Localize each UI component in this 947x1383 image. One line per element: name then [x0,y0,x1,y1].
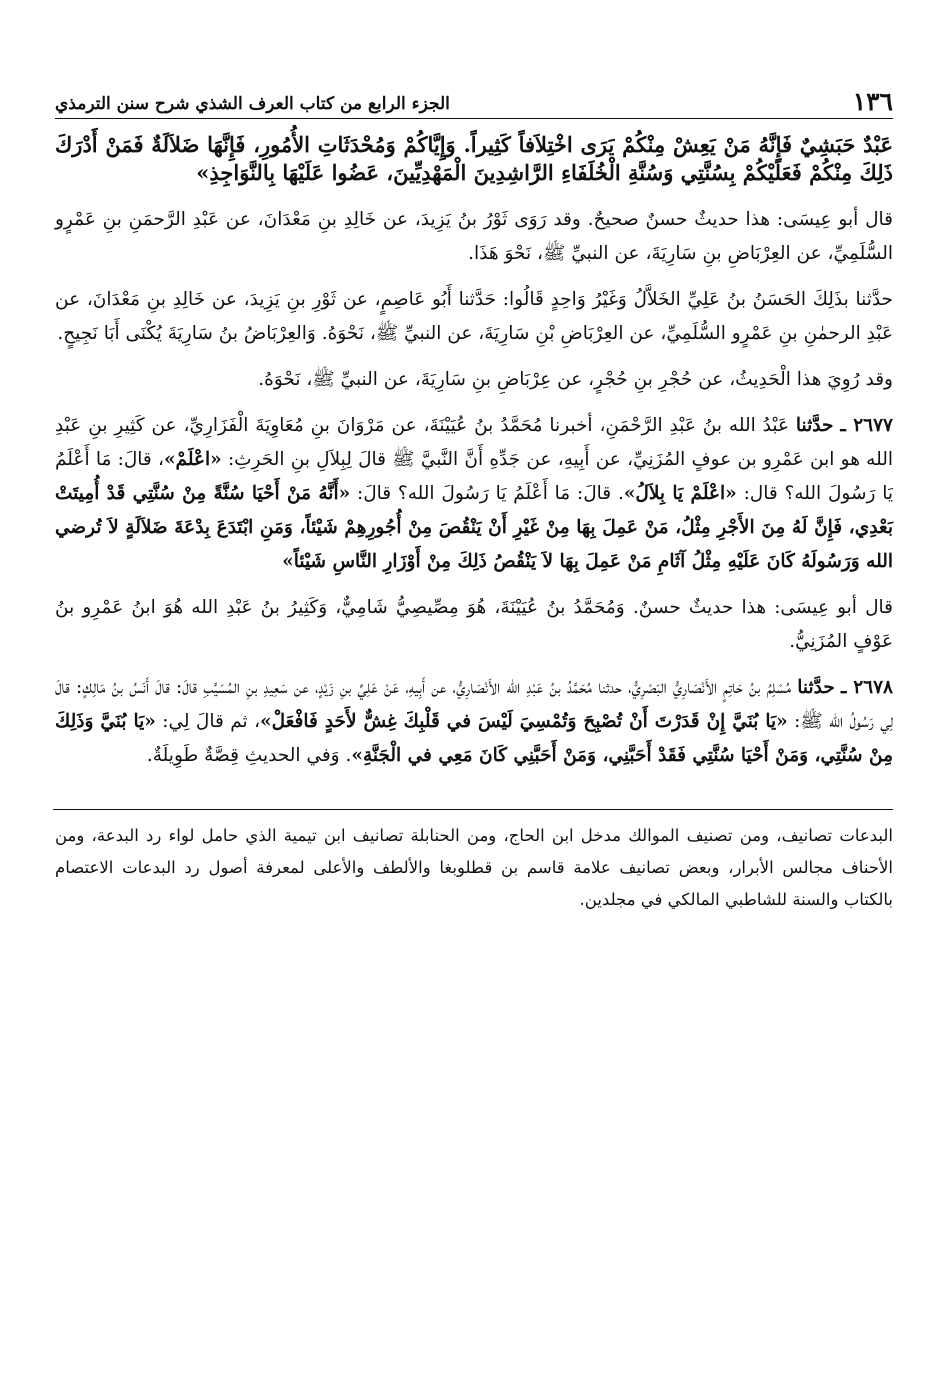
footnote: البدعات تصانيف، ومن تصنيف الموالك مدخل ابن الحاج، ومن الحنابلة تصانيف ابن تيمية الذي حامل لواء رد البدعة، ومن الأحناف مجالس الأبرار، وبعض تصانيف علامة قاسم بن قطلوبغا والألطف والأعلى لمعرفة أصول رد البدعات الاعتصام بالكتاب والسنة للشاطبي المالكي في مجلدين. [55,826,893,909]
running-head [55,78,893,119]
hadith-lead-word: حدَّثنا [797,677,835,698]
hadith-2678 [55,671,893,773]
isnad-paragraph-3: وقد رُوِيَ هذا الْحَدِيثُ، عن حُجْرِ بنِ حُجْرٍ، عن عِرْبَاضِ بنِ سَارِيَةَ، عن النبيِّ ﷺ، نَحْوَهُ. [258,369,893,390]
hadith-number-2677: ٢٦٧٧ ـ [840,415,893,436]
hadith-text: . وَفي الحديثِ قِصَّةٌ طَوِيلَةٌ. [146,745,352,766]
commentary-paragraph-1: قال أبو عِيسَى: هذا حديثٌ حسنٌ صحيحٌ. وقد رَوَى ثَوْرُ بنُ يَزِيدَ، عن خَالِدِ بنِ مَعْدَانَ، عن عَبْدِ الرَّحمَنِ بنِ عَمْرٍو السُّلَمِيِّ، عن العِرْبَاضِ بنِ سَارِيَةَ، عن النبيِّ ﷺ، نَحْوَ هَذَا. [55,209,893,264]
hadith-lead-word: حدَّثنا [795,415,834,436]
hadith-quote-bold: «أَنَّهُ مَنْ أَحْيَا سُنَّةً مِنْ سُنَّتِي قَدْ أُمِيتَتْ بَعْدِي، فَإِنَّ لَهُ مِنَ الأَجْرِ مِثْلُ، مَنْ عَمِلَ بِهَا مِنْ غَيْرِ أَنْ يَنْقُصَ مِنْ أُجُورِهِمْ شَيْئاً، وَمَنِ ابْتَدَعَ بِدْعَةَ ضَلاَلَةٍ لاَ تُرضي الله وَرَسُولَهُ كَانَ عَلَيْهِ مِثْلُ آثَامِ مَنْ عَمِلَ بِهَا لاَ يَنْقُصُ ذَلِكَ مِنْ أَوْزَارِ النَّاسِ شَيْئاً» [55,483,893,572]
hadith-number-2678: ٢٦٧٨ ـ [841,677,893,698]
page-number: ١٣٦ [852,87,893,116]
running-title: الجزء الرابع من كتاب العرف الشذي شرح سنن الترمذي [55,93,450,114]
hadith-text: ، ثم قالَ لِي: [162,711,261,732]
hadith-text: ، قالَ: مَا أَعْلَمُ يَا رَسُولَ الله؟ قال: [55,449,894,504]
hadith-2677 [55,409,893,579]
isnad-paragraph-2: حدَّثنا بذَلِكَ الحَسَنُ بنُ عَلِيِّ الخَلاَّلُ وَغَيْرُ وَاحِدٍ قَالُوا: حَدَّثنا أَبُو عَاصِمٍ، عن ثَوْرِ بنِ يَزِيدَ، عن خَالِدِ بنِ مَعْدَانَ، عن عَبْدِ الرحمٰنِ بنِ عَمْرٍو السُّلَمِيِّ، عن العِرْبَاضِ بْنِ سَارِيَةَ، عن النبيِّ ﷺ، نَحْوَهُ. وَالعِرْبَاضُ بنُ سَارِيَةَ يُكْنَى أَبَا نَجِيحٍ. [55,289,893,344]
hadith-quote-bold: «اعْلَمْ» [163,449,222,470]
commentary-paragraph-4: قال أبو عِيسَى: هذا حديثٌ حسنٌ. وَمُحَمَّدُ بنُ عُيَيْنَةَ، هُوَ مِصِّيصِيُّ شَامِيٌّ، وَكَثِيرُ بنُ عَبْدِ الله هُوَ ابنُ عَمْرِو بنُ عَوْفٍ المُزَنِيُّ. [55,597,893,652]
hadith-text: عَبْدُ الله بنُ عَبْدِ الرَّحْمَنِ، أخبرنا مُحَمَّدُ بنُ عُيَيْنَةَ، عن مَرْوَانَ بنِ مُعَاوِيَةَ الْفَزَارِيِّ، عن كَثِيرِ بنِ عَبْدِ الله هو ابن عَمْرِو بن عوفٍ المُزَنِيِّ، عن أَبِيهِ، عن جَدِّهِ أَنَّ النَّبيَّ ﷺ قالَ لِبِلاَلِ بنِ الحَرِثِ: [55,415,893,470]
hadith-quote-continuation: عَبْدٌ حَبَشِيٌ فَإِنَّهُ مَنْ يَعِشْ مِنْكُمْ يَرَى اخْتِلاَفاً كَثِيراً. وَإِيَّاكُمْ وَمُحْدَثَاتِ الأُمُورِ، فَإِنَّهَا ضَلاَلَةٌ فَمَنْ أَدْرَكَ ذَلِكَ مِنْكُمْ فَعَلَيْكُمْ بِسُنَّتِي وَسُنَّةِ الْخُلَفَاءِ الرَّاشِدِينَ الْمَهْدِيِّينَ، عَضُوا عَلَيْهَا بِالنَّوَاجِذِ» [55,132,893,185]
footnote-separator [53,809,893,810]
hadith-quote-bold: «اعْلَمْ يَا بِلاَلُ» [623,483,737,504]
hadith-text: مُسْلِمُ بنُ حَاتِمٍ الأَنْصَارِيُّ البَصْرِيُّ، حدثنا مُحَمَّدُ بنُ عَبْدِ الله الأَنْصَارِيُّ، عن أَبِيهِ، عَنْ عَلِيِّ بنِ زَيْدٍ، عن سَعِيدِ بنِ المُسَيَّبِ قالَ: قالَ أَنَسُ بنُ مَالِكٍ: قالَ لِي رَسُولُ الله ﷺ: [55,677,894,732]
hadith-text: . قالَ: مَا أَعْلَمُ يَا رَسُولَ الله؟ قالَ: [356,483,624,504]
book-page [55,78,893,916]
hadith-quote-bold: «يَا بُنَيَّ إِنْ قَدَرْتَ أَنْ تُصْبِحَ وَتُمْسِيَ لَيْسَ في قَلْبِكَ غِشٌّ لأَحَدٍ فَافْعَلْ» [260,711,788,732]
hadith-quote-bold: «يَا بُنَيَّ وَذَلِكَ مِنْ سُنَّتِي، وَمَنْ أَحْيَا سُنَّتِي فَقَدْ أَحَبَّنِي، وَمَنْ أَحَبَّنِي كَانَ مَعِي في الْجَنَّةِ» [55,711,893,766]
